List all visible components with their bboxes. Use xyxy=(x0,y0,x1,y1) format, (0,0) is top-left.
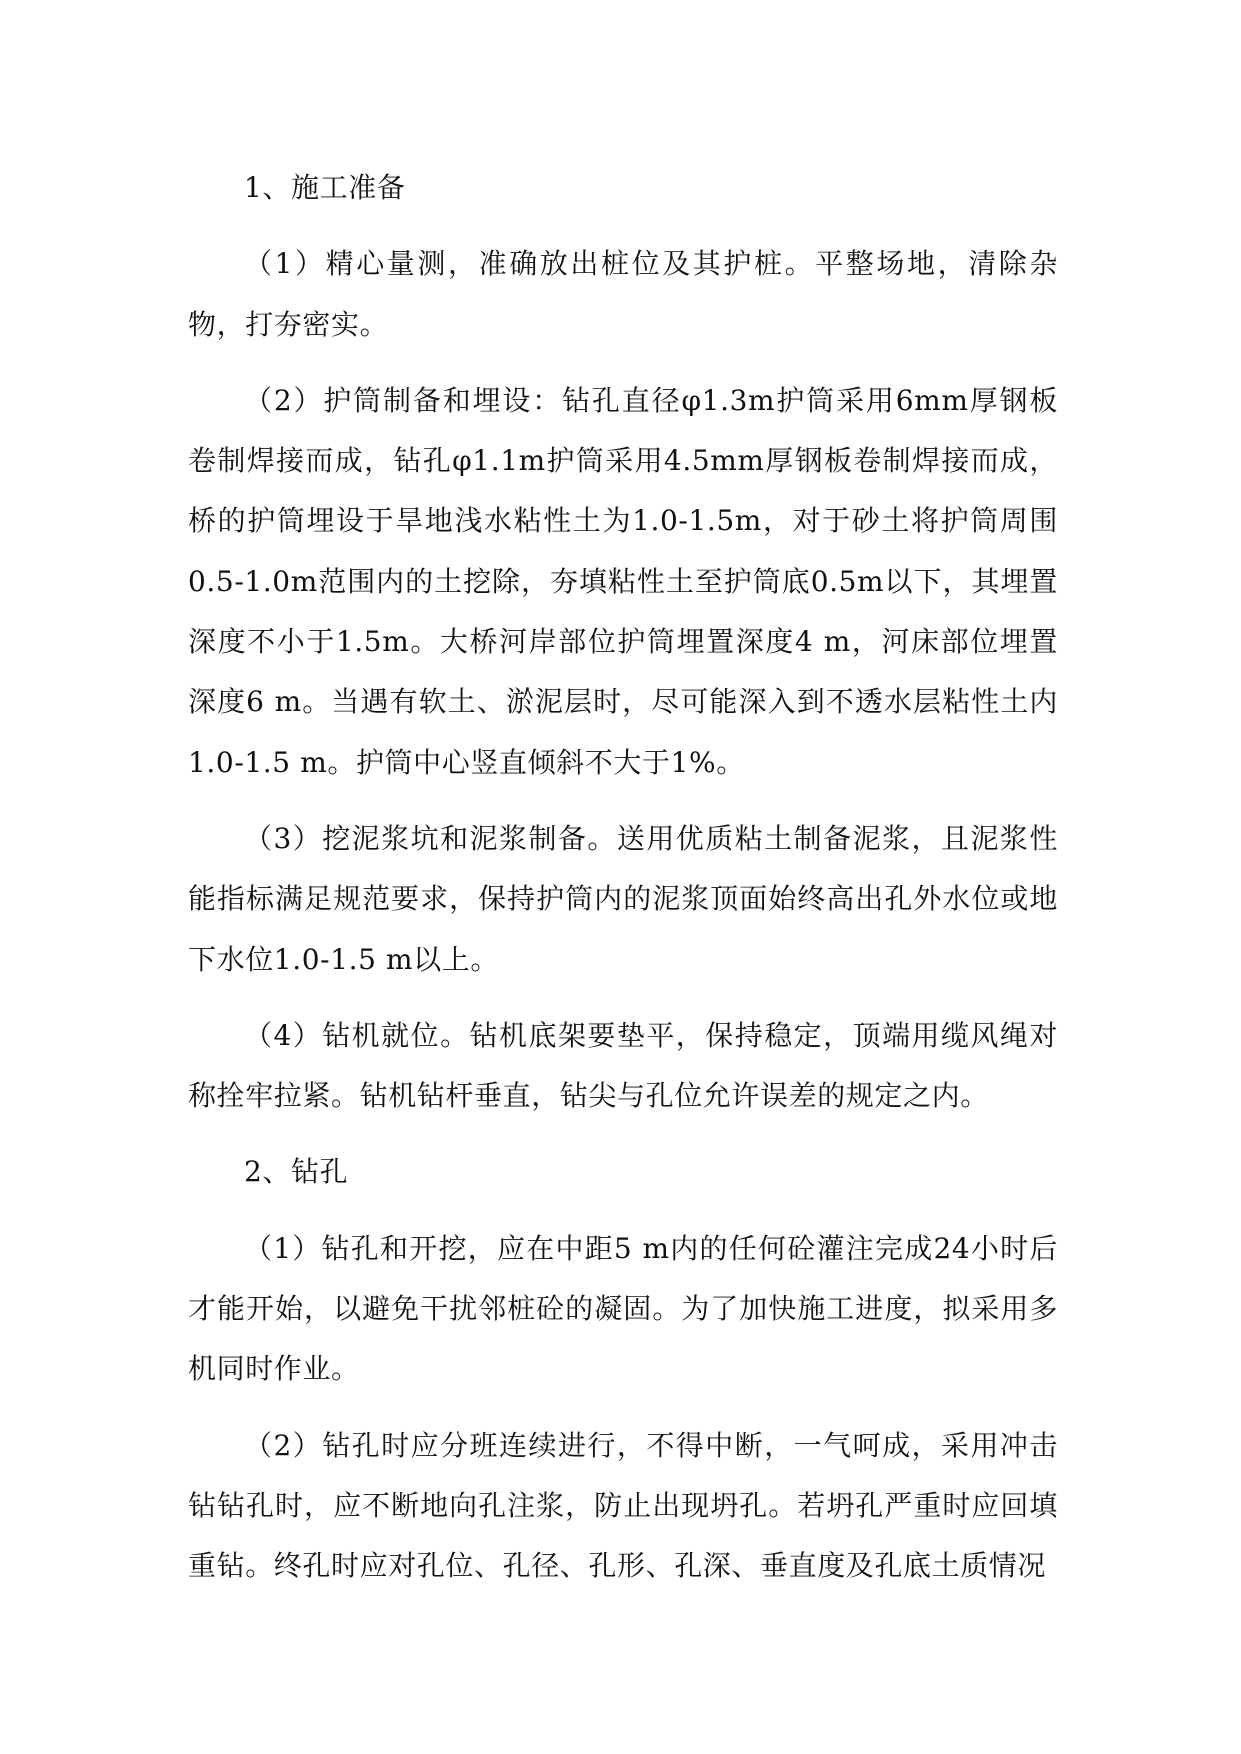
paragraph-1-3: （3）挖泥浆坑和泥浆制备。送用优质粘土制备泥浆，且泥浆性能指标满足规范要求，保持护筒内的泥浆顶面始终高出孔外水位或地下水位1.0-1.5 m以上。 xyxy=(188,821,1058,976)
paragraph-2-1: （1）钻孔和开挖，应在中距5 m内的任何砼灌注完成24小时后才能开始，以避免干扰邻桩砼的凝固。为了加快施工进度，拟采用多机同时作业。 xyxy=(188,1231,1058,1386)
paragraph-1-1: （1）精心量测，准确放出桩位及其护桩。平整场地，清除杂物，打夯密实。 xyxy=(188,247,1058,341)
document-body xyxy=(188,158,1058,1613)
section-heading-2: 2、钻孔 xyxy=(244,1155,349,1189)
paragraph-1-2: （2）护筒制备和埋设：钻孔直径φ1.3m护筒采用6mm厚钢板卷制焊接而成，钻孔φ1.1m护筒采用4.5mm厚钢板卷制焊接而成，桥的护筒埋设于旱地浅水粘性土为1.0-1.5m，对于砂土将护筒周围0.5-1.0m范围内的土挖除，夯填粘性土至护筒底0.5m以下，其埋置深度不小于1.5m。大桥河岸部位护筒埋置深度4 m，河床部位埋置深度6 m。当遇有软土、淤泥层时，尽可能深入到不透水层粘性土内1.0-1.5 m。护筒中心竖直倾斜不大于1%。 xyxy=(188,383,1058,779)
paragraph-2-2: （2）钻孔时应分班连续进行，不得中断，一气呵成，采用冲击钻钻孔时，应不断地向孔注浆，防止出现坍孔。若坍孔严重时应回填重钻。终孔时应对孔位、孔径、孔形、孔深、垂直度及孔底土质情况 xyxy=(188,1428,1058,1583)
paragraph-1-4: （4）钻机就位。钻机底架要垫平，保持稳定，顶端用缆风绳对称拴牢拉紧。钻机钻杆垂直，钻尖与孔位允许误差的规定之内。 xyxy=(188,1018,1058,1113)
section-heading-1: 1、施工准备 xyxy=(244,171,406,204)
